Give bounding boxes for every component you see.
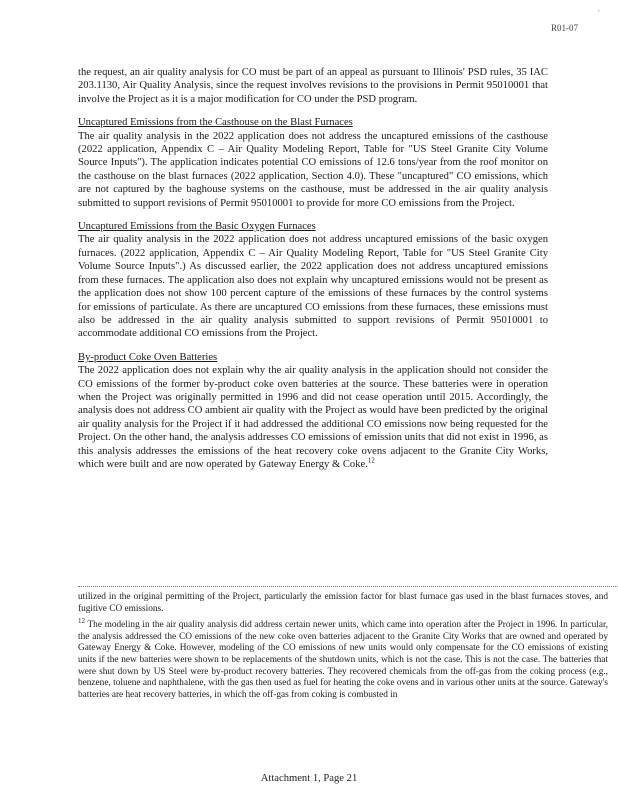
section-heading: Uncaptured Emissions from the Casthouse on the Blast Furnaces xyxy=(78,117,353,129)
paragraph-text: the request, an air quality analysis for CO must be part of an appeal as pursuant to Illinois' PSD rules, 35 IAC 203.1130, Air Quality Analysis, since the request involves revisions to the provisions in Permit 95010001 that involve the Project as it is a major modification for CO under the PSD program. xyxy=(78,67,548,105)
footnote-reference: 12 xyxy=(367,456,375,465)
paragraph-coke-batteries xyxy=(78,351,548,472)
paragraph-intro xyxy=(78,66,548,106)
body-text xyxy=(78,66,548,481)
footnote-continued xyxy=(78,592,608,615)
paragraph-text: The air quality analysis in the 2022 application does not address uncaptured emissions of the basic oxygen furnaces. (2022 application, Appendix C – Air Quality Modeling Report, Table for "US Steel Granite City Volume Source Inputs".) As discussed earlier, the 2022 application does not address uncaptured emissions from these furnaces. The application also does not explain why uncaptured emissions would not be present as the application does not show 100 percent capture of the emissions of these furnaces by the control systems for emissions of particulate. As there are uncaptured CO emissions from these furnaces, these emissions must also be addressed in the air quality analysis submitted to support revisions of Permit 95010001 to accommodate additional CO emissions from the Project. xyxy=(78,234,548,340)
footnote-separator xyxy=(78,586,618,587)
document-id: R01-07 xyxy=(551,23,578,33)
section-heading: By-product Coke Oven Batteries xyxy=(78,351,218,363)
footnote-text: utilized in the original permitting of the Project, particularly the emission factor for blast furnace gas used in the blast furnaces stoves, and fugitive CO emissions. xyxy=(78,592,608,614)
footnote-text: The modeling in the air quality analysis did address certain newer units, which came into operation after the Project in 1996. In particular, the analysis addressed the CO emissions of the new coke oven batteries adjacent to the Granite City Works that are owned and operated by Gateway Energy & Coke. However, modeling of the CO emissions of new units would only compensate for the CO emissions of existing units if the new batteries were shown to be replacements of the shutdown units, which is not the case. This is not the case. The batteries that were shut down by US Steel were by-product recovery batteries. They recovered chemicals from the off-gas from the coking process (e.g., benzene, toluene and naphthalene, with the gas then used as fuel for heating the coke ovens and in various other units at the source. Gateway's batteries are heat recovery batteries, in which the off-gas from coking is combusted in xyxy=(78,620,609,700)
section-heading: Uncaptured Emissions from the Basic Oxygen Furnaces xyxy=(78,221,316,233)
paragraph-bof xyxy=(78,220,548,341)
corner-mark: ` xyxy=(597,9,600,18)
paragraph-text: The air quality analysis in the 2022 application does not address the uncaptured emissions of the casthouse (2022 application, Appendix C – Air Quality Modeling Report, Table for "US Steel Granite City Volume Source Inputs"). The application indicates potential CO emissions of 12.6 tons/year from the roof monitor on the casthouse on the blast furnaces (2022 application, Section 4.0). These "uncaptured" CO emissions, which are not captured by the baghouse systems on the casthouse, must be addressed in the air quality analysis submitted to support revisions of Permit 95010001 to provide for more CO emissions from the Project. xyxy=(78,130,548,209)
footnote-12 xyxy=(78,617,609,701)
paragraph-casthouse xyxy=(78,116,548,210)
paragraph-text: The 2022 application does not explain why the air quality analysis in the application should not consider the CO emissions of the former by-product coke oven batteries at the source. These batteries were in operation when the Project was originally permitted in 1996 and did not cease operation until 2015. Accordingly, the analysis does not address CO ambient air quality with the Project as would have been predicted by the original air quality analysis for the Project if it had addressed the additional CO emissions now being requested for the Project. On the other hand, the analysis addresses CO emissions of emission units that did not exist in 1996, as this analysis addresses the emissions of the heat recovery coke ovens adjacent to the Granite City Works, which were built and are now operated by Gateway Energy & Coke. xyxy=(78,365,548,470)
footnote-marker: 12 xyxy=(78,617,85,626)
footnotes xyxy=(78,592,608,706)
page-footer: Attachment 1, Page 21 xyxy=(260,773,358,784)
